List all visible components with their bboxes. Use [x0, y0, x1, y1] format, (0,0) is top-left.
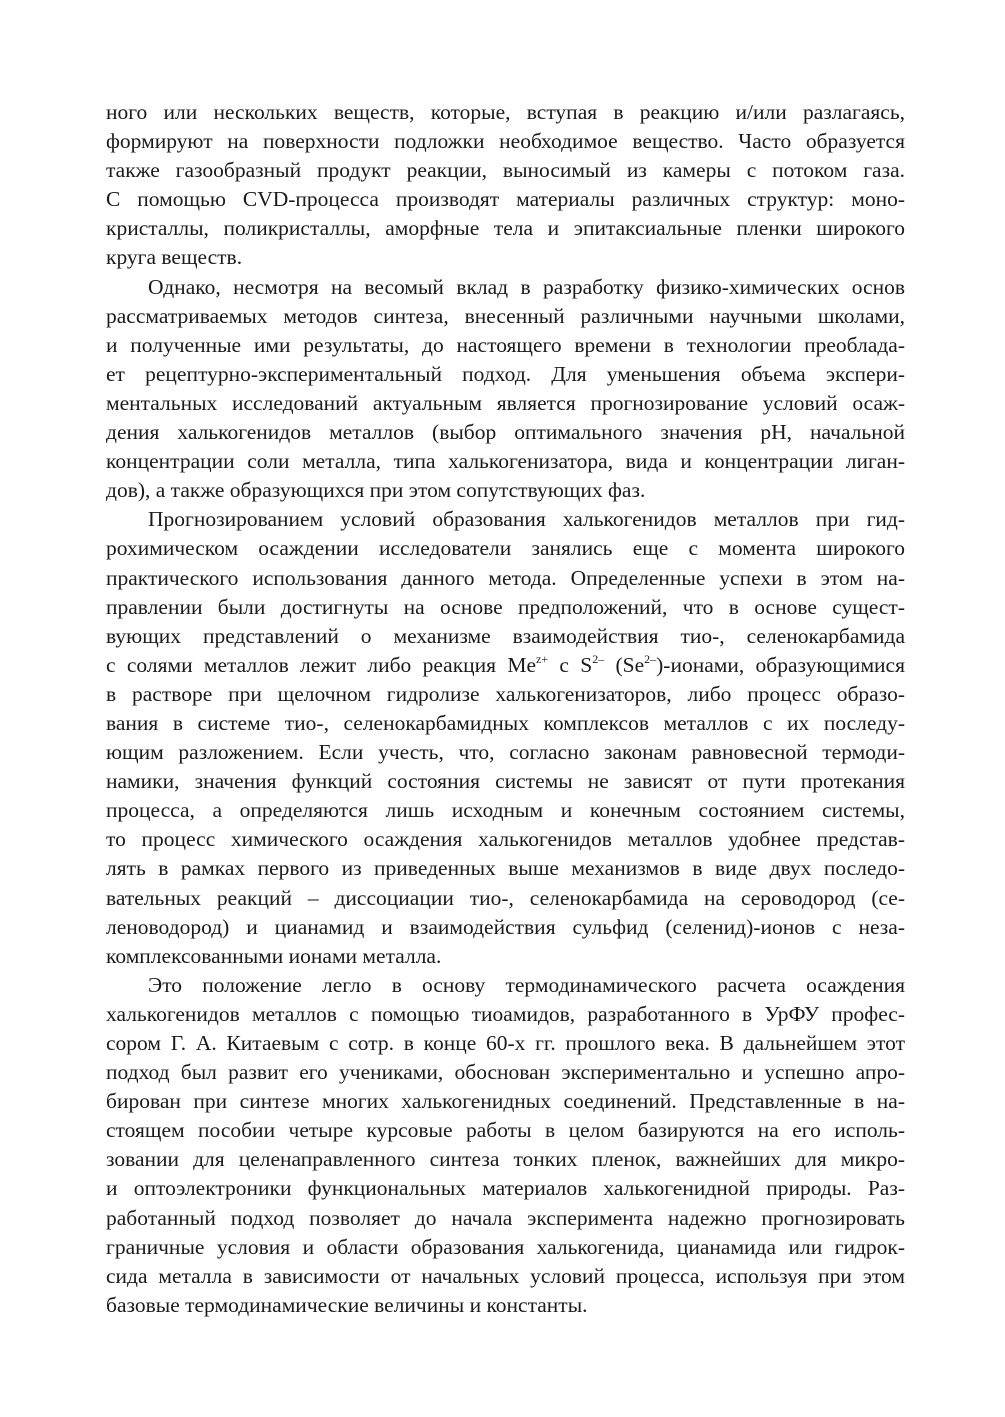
page-body — [106, 98, 905, 1320]
charge-superscript: 2– — [592, 651, 605, 666]
text-line: подход был развит его учениками, обоснован экспериментально и успешно апро- — [106, 1060, 905, 1085]
text-line: комплексованными ионами металла. — [106, 943, 442, 968]
formula-text: с солями металлов лежит либо реакция Me — [106, 652, 536, 677]
paragraph-4 — [106, 971, 905, 1320]
text-line: стоящем пособии четыре курсовые работы в целом базируются на его исполь- — [106, 1118, 905, 1143]
text-line: сида металла в зависимости от начальных условий процесса, используя при этом — [106, 1263, 905, 1288]
text-line: круга веществ. — [106, 245, 243, 270]
text-line: Это положение легло в основу термодинамического расчета осаждения — [148, 972, 905, 997]
formula-text: (Se — [604, 652, 645, 677]
text-line: правлении были достигнуты на основе предположений, что в основе сущест- — [106, 594, 905, 619]
text-line: практического использования данного метода. Определенные успехи в этом на- — [106, 565, 905, 590]
text-line: то процесс химического осаждения халькогенидов металлов удобнее представ- — [106, 827, 905, 852]
text-line: лять в рамках первого из приведенных выше механизмов в виде двух последо- — [106, 856, 905, 881]
text-line: Прогнозированием условий образования халькогенидов металлов при гид- — [148, 507, 905, 532]
text-line: и оптоэлектроники функциональных материалов халькогенидной природы. Раз- — [106, 1176, 905, 1201]
formula-line — [106, 651, 905, 680]
text-line: вательных реакций – диссоциации тио-, селенокарбамида на сероводород (се- — [106, 885, 905, 910]
text-line: кристаллы, поликристаллы, аморфные тела и эпитаксиальные пленки широкого — [106, 216, 905, 241]
text-line: базовые термодинамические величины и константы. — [106, 1292, 588, 1317]
paragraph-2 — [106, 273, 905, 506]
text-line: и полученные ими результаты, до настоящего времени в технологии преоблада- — [106, 332, 905, 357]
text-line: вующих представлений о механизме взаимодействия тио-, селенокарбамида — [106, 623, 905, 648]
text-line: Однако, несмотря на весомый вклад в разработку физико-химических основ — [148, 274, 905, 299]
text-line: халькогенидов металлов с помощью тиоамидов, разработанного в УрФУ профес- — [106, 1001, 905, 1026]
text-line: также газообразный продукт реакции, выносимый из камеры с потоком газа. — [106, 158, 905, 183]
paragraph-3 — [106, 505, 905, 971]
charge-superscript: z+ — [536, 651, 549, 666]
text-line: работанный подход позволяет до начала эксперимента надежно прогнозировать — [106, 1205, 905, 1230]
text-line: граничные условия и области образования халькогенида, цианамида или гидрок- — [106, 1234, 905, 1259]
text-line: рассматриваемых методов синтеза, внесенный различными научными школами, — [106, 303, 905, 328]
text-line: рохимическом осаждении исследователи занялись еще с момента широкого — [106, 536, 905, 561]
formula-text: )-ионами, образующимися — [656, 652, 905, 677]
paragraph-1 — [106, 98, 905, 273]
text-line: ного или нескольких веществ, которые, вступая в реакцию и/или разлагаясь, — [106, 100, 905, 124]
charge-superscript: 2– — [644, 651, 657, 666]
text-line: формируют на поверхности подложки необходимое вещество. Часто образуется — [106, 129, 905, 154]
text-line: С помощью CVD-процесса производят материалы различных структур: моно- — [106, 187, 905, 212]
formula-text: с S — [548, 652, 593, 677]
text-line: бирован при синтезе многих халькогенидных соединений. Представленные в на- — [106, 1089, 905, 1114]
text-line: зовании для целенаправленного синтеза тонких пленок, важнейших для микро- — [106, 1147, 905, 1172]
text-line: дения халькогенидов металлов (выбор оптимального значения pH, начальной — [106, 420, 905, 445]
text-line: дов), а также образующихся при этом сопутствующих фаз. — [106, 478, 646, 503]
text-line: ющим разложением. Если учесть, что, согласно законам равновесной термоди- — [106, 740, 905, 765]
text-line: вания в системе тио-, селенокарбамидных комплексов металлов с их последу- — [106, 710, 905, 735]
text-line: в растворе при щелочном гидролизе халькогенизаторов, либо процесс образо- — [106, 681, 905, 706]
text-line: леноводород) и цианамид и взаимодействия сульфид (селенид)-ионов с неза- — [106, 914, 905, 939]
text-line: концентрации соли металла, типа халькогенизатора, вида и концентрации лиган- — [106, 449, 905, 474]
text-line: сором Г. А. Китаевым с сотр. в конце 60-х гг. прошлого века. В дальнейшем этот — [106, 1031, 905, 1055]
text-line: процесса, а определяются лишь исходным и конечным состоянием системы, — [106, 798, 905, 823]
text-line: ет рецептурно-экспериментальный подход. Для уменьшения объема экспери- — [106, 361, 905, 386]
text-line: намики, значения функций состояния системы не зависят от пути протекания — [106, 769, 905, 794]
text-line: ментальных исследований актуальным является прогнозирование условий осаж- — [106, 390, 905, 415]
